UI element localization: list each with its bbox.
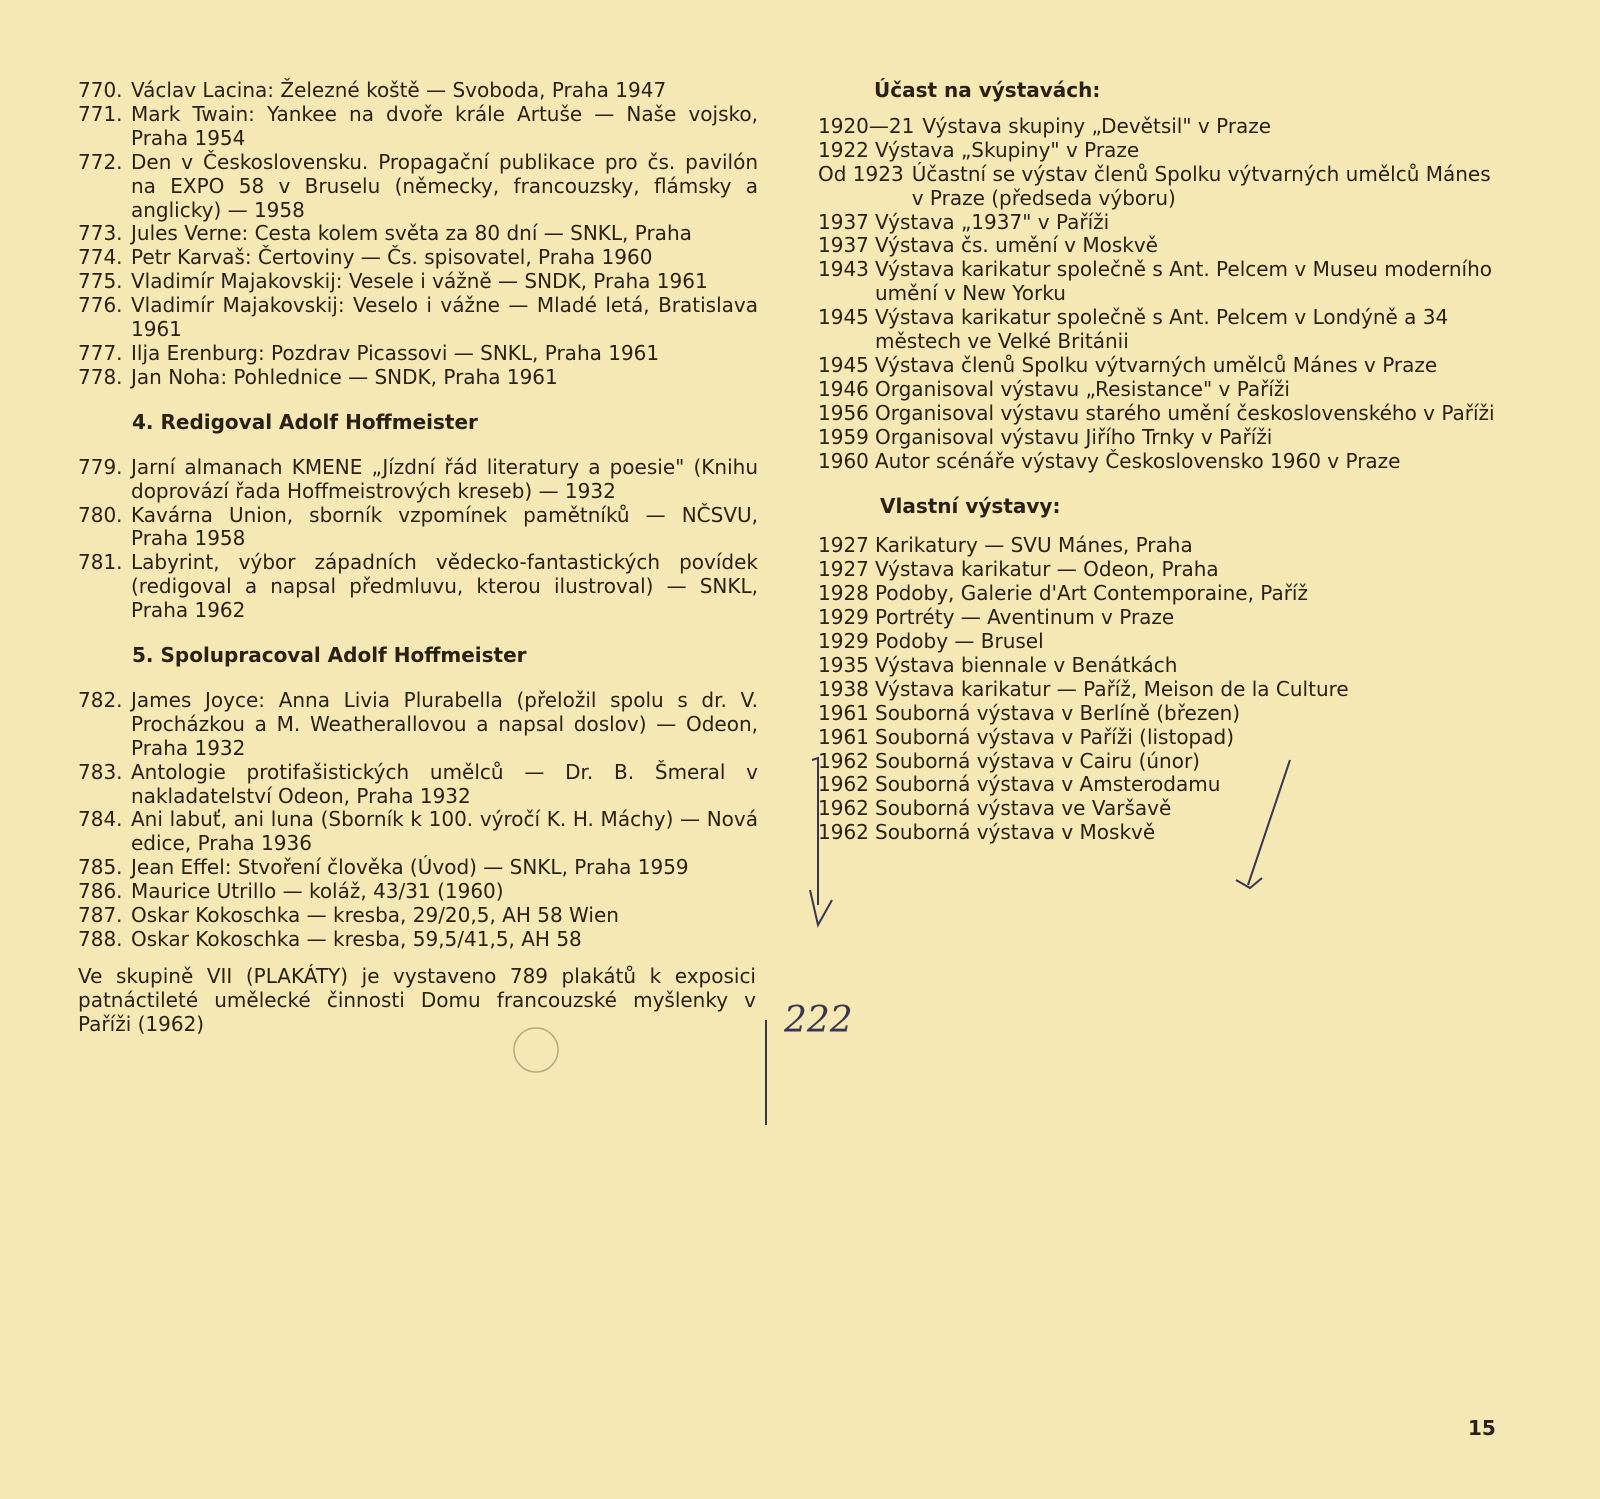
exhibition-text: Podoby, Galerie d'Art Contemporaine, Paříž: [875, 581, 1308, 606]
exhibition-year: 1962: [818, 796, 869, 821]
entry-text: Vladimír Majakovskij: Vesele i vážně — SNDK, Praha 1961: [131, 269, 708, 294]
exhibition-text: Výstava karikatur společně s Ant. Pelcem v Museu moderního umění v New Yorku: [875, 257, 1493, 306]
exhibition-year: 1962: [818, 772, 869, 797]
handwritten-note: 222: [784, 1000, 853, 1041]
exhibition-text: Výstava „1937" v Paříži: [875, 209, 1110, 234]
exhibition-text: Organisoval výstavu „Resistance" v Paříži: [875, 376, 1290, 401]
entry-number: 772.: [78, 149, 123, 174]
exhibition-text: Souborná výstava v Paříži (listopad): [875, 724, 1235, 749]
exhibition-text: Organisoval výstavu starého umění československého v Paříži: [875, 400, 1495, 425]
exhibition-text: Výstava čs. umění v Moskvě: [875, 233, 1158, 258]
exhibition-text: Účastní se výstav členů Spolku výtvarných umělců Mánes v Praze (předseda výboru): [911, 161, 1491, 210]
circled-number-mark: [514, 1028, 558, 1072]
entry-number: 788.: [78, 927, 123, 951]
exhibition-text: Výstava karikatur společně s Ant. Pelcem v Londýně a 34 městech ve Velké Británii: [875, 305, 1449, 354]
exhibition-year: 1943: [818, 257, 869, 282]
entry-number: 777.: [78, 340, 123, 365]
exhibition-year: 1960: [818, 448, 869, 473]
exhibition-year: 1922: [818, 137, 869, 162]
entry-number: 781.: [78, 550, 123, 575]
entry-number: 774.: [78, 245, 123, 270]
section-heading-4: 4. Redigoval Adolf Hoffmeister: [132, 409, 478, 434]
exhibition-year: 1929: [818, 605, 869, 630]
exhibition-year: 1927: [818, 533, 869, 558]
bracket-arrow-right-mark: [1236, 760, 1290, 888]
exhibition-year: 1946: [818, 376, 869, 401]
entry-number: 779.: [78, 454, 123, 479]
exhibition-year: 1962: [818, 748, 869, 773]
exhibition-text: Souborná výstava v Cairu (únor): [875, 748, 1200, 773]
entry-text: Jan Noha: Pohlednice — SNDK, Praha 1961: [131, 364, 558, 389]
exhibition-year: 1920—21: [818, 113, 915, 138]
entry-number: 775.: [78, 269, 123, 294]
entry-text: Antologie protifašistických umělců — Dr. B. Šmeral v nakladatelství Odeon, Praha 1932: [131, 759, 758, 808]
entry-text: Jules Verne: Cesta kolem světa za 80 dní — SNKL, Praha: [131, 221, 692, 246]
entry-number: 786.: [78, 879, 123, 904]
exhibition-text: Autor scénáře výstavy Československo 1960 v Praze: [875, 448, 1401, 473]
entry-text: Jean Effel: Stvoření člověka (Úvod) — SNKL, Praha 1959: [131, 855, 689, 880]
exhibition-year: 1961: [818, 700, 869, 725]
exhibition-year: 1956: [818, 400, 869, 425]
exhibition-year: 1945: [818, 305, 869, 330]
entry-text: Ani labuť, ani luna (Sborník k 100. výročí K. H. Máchy) — Nová edice, Praha 1936: [131, 807, 758, 856]
entry-number: 778.: [78, 364, 123, 389]
section-heading-5: 5. Spolupracoval Adolf Hoffmeister: [132, 643, 527, 668]
exhibition-text: Podoby — Brusel: [875, 629, 1044, 654]
exhibition-year: 1959: [818, 424, 869, 449]
entry-text: James Joyce: Anna Livia Plurabella (přeložil spolu s dr. V. Procházkou a M. Weatherallovou a napsal doslov) — Odeon, Praha 1932: [131, 687, 758, 760]
entry-text: Mark Twain: Yankee na dvoře krále Artuše — Naše vojsko, Praha 1954: [131, 101, 758, 150]
entry-text: Den v Československu. Propagační publikace pro čs. pavilón na EXPO 58 v Bruselu (německy, francouzsky, flámsky a anglicky) — 1958: [131, 149, 758, 222]
exhibition-text: Výstava karikatur — Paříž, Meison de la Culture: [875, 676, 1349, 701]
exhibitions-heading: Účast na výstavách:: [874, 78, 1101, 102]
exhibition-year: 1962: [818, 820, 869, 845]
entry-text: Václav Lacina: Železné koště — Svoboda, Praha 1947: [131, 78, 667, 102]
entry-number: 773.: [78, 221, 123, 246]
own-exhibitions-heading: Vlastní výstavy:: [880, 493, 1061, 518]
entry-number: 771.: [78, 101, 123, 126]
page-number: 15: [1468, 1416, 1496, 1440]
entry-text: Vladimír Majakovskij: Veselo i vážne — Mladé letá, Bratislava 1961: [131, 293, 758, 342]
exhibition-text: Výstava biennale v Benátkách: [875, 652, 1178, 677]
entry-number: 783.: [78, 759, 123, 784]
entry-text: Petr Karvaš: Čertoviny — Čs. spisovatel, Praha 1960: [131, 245, 653, 270]
entry-text: Labyrint, výbor západních vědecko-fantastických povídek (redigoval a napsal předmluvu, kterou ilustroval) — SNKL, Praha 1962: [131, 550, 758, 623]
entry-number: 780.: [78, 502, 123, 527]
exhibition-year: 1927: [818, 557, 869, 582]
exhibition-text: Karikatury — SVU Mánes, Praha: [875, 533, 1193, 558]
entry-number: 785.: [78, 855, 123, 880]
exhibition-text: Souborná výstava v Berlíně (březen): [875, 700, 1241, 725]
entry-number: 787.: [78, 903, 123, 928]
exhibition-year: 1935: [818, 652, 869, 677]
exhibition-text: Souborná výstava ve Varšavě: [875, 796, 1172, 821]
exhibition-year: Od 1923: [818, 161, 904, 186]
entry-text: Kavárna Union, sborník vzpomínek pamětníků — NČSVU, Praha 1958: [131, 502, 758, 551]
entry-text: Ilja Erenburg: Pozdrav Picassovi — SNKL, Praha 1961: [131, 340, 660, 365]
exhibition-text: Výstava „Skupiny" v Praze: [875, 137, 1140, 162]
exhibition-year: 1937: [818, 233, 869, 258]
exhibition-text: Organisoval výstavu Jiřího Trnky v Paříži: [875, 424, 1273, 449]
entry-number: 782.: [78, 687, 123, 712]
exhibition-text: Výstava karikatur — Odeon, Praha: [875, 557, 1219, 582]
entry-number: 784.: [78, 807, 123, 832]
exhibition-text: Portréty — Aventinum v Praze: [875, 605, 1175, 630]
entry-number: 776.: [78, 293, 123, 318]
exhibition-text: Souborná výstava v Amsterodamu: [875, 772, 1221, 797]
bracket-arrow-left-mark: [810, 758, 832, 925]
exhibition-year: 1937: [818, 209, 869, 234]
exhibition-year: 1961: [818, 724, 869, 749]
exhibition-text: Výstava členů Spolku výtvarných umělců Mánes v Praze: [875, 352, 1438, 377]
exhibition-year: 1945: [818, 352, 869, 377]
closing-paragraph: Ve skupině VII (PLAKÁTY) je vystaveno 789 plakátů k exposici patnáctileté umělecké činnosti Domu francouzské myšlenky v Paříži (1962): [78, 963, 756, 1036]
exhibition-year: 1929: [818, 629, 869, 654]
entry-text: Maurice Utrillo — koláž, 43/31 (1960): [131, 879, 504, 904]
exhibition-text: Výstava skupiny „Devětsil" v Praze: [922, 113, 1272, 138]
entry-text: Oskar Kokoschka — kresba, 29/20,5, AH 58 Wien: [131, 903, 619, 928]
entry-number: 770.: [78, 78, 123, 102]
entry-text: Oskar Kokoschka — kresba, 59,5/41,5, AH 58: [131, 927, 582, 951]
exhibition-year: 1928: [818, 581, 869, 606]
exhibition-year: 1938: [818, 676, 869, 701]
exhibition-text: Souborná výstava v Moskvě: [875, 820, 1156, 845]
entry-text: Jarní almanach KMENE „Jízdní řád literatury a poesie" (Knihu doprovází řada Hoffmeistrových kreseb) — 1932: [131, 454, 758, 503]
